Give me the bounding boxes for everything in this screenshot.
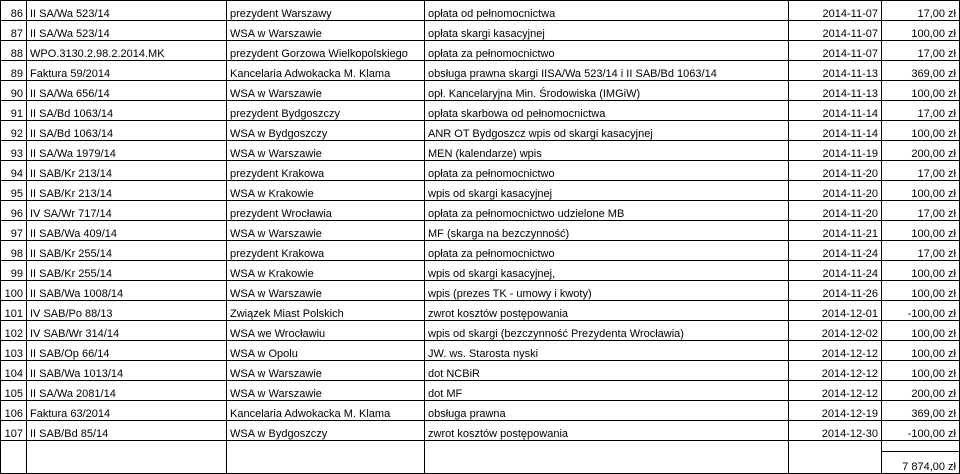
description-cell: dot NCBiR — [425, 361, 789, 381]
description-cell: JW. ws. Starosta nyski — [425, 341, 789, 361]
case-signature-cell: IV SAB/Wr 314/14 — [27, 321, 227, 341]
party-cell: Kancelaria Adwokacka M. Klama — [227, 61, 425, 81]
row-number-cell: 99 — [1, 261, 27, 281]
party-cell: prezydent Gorzowa Wielkopolskiego — [227, 41, 425, 61]
description-cell: zwrot kosztów postępowania — [425, 301, 789, 321]
description-cell: zwrot kosztów postępowania — [425, 421, 789, 441]
date-cell: 2014-12-12 — [789, 341, 882, 361]
total-amount: 7 874,00 zł — [882, 452, 960, 474]
party-cell: WSA w Warszawie — [227, 381, 425, 401]
amount-cell: 100,00 zł — [882, 341, 960, 361]
total-row — [1, 452, 960, 474]
description-cell: obsługa prawna — [425, 401, 789, 421]
case-signature-cell: II SA/Wa 2081/14 — [27, 381, 227, 401]
row-number-cell: 89 — [1, 61, 27, 81]
description-cell: opłata za pełnomocnictwo — [425, 161, 789, 181]
row-number-cell: 96 — [1, 201, 27, 221]
row-number-cell: 102 — [1, 321, 27, 341]
amount-cell: 100,00 zł — [882, 181, 960, 201]
table-row — [1, 381, 960, 401]
description-cell: opłata skarbowa od pełnomocnictwa — [425, 101, 789, 121]
date-cell: 2014-11-20 — [789, 161, 882, 181]
empty-cell — [227, 452, 425, 474]
row-number-cell: 103 — [1, 341, 27, 361]
table-row — [1, 361, 960, 381]
amount-cell: 17,00 zł — [882, 101, 960, 121]
table-row — [1, 261, 960, 281]
empty-cell — [789, 452, 882, 474]
row-number-cell: 90 — [1, 81, 27, 101]
description-cell: wpis od skargi kasacyjnej, — [425, 261, 789, 281]
table-row — [1, 141, 960, 161]
party-cell: WSA w Warszawie — [227, 21, 425, 41]
case-signature-cell: II SAB/Op 66/14 — [27, 341, 227, 361]
table-row — [1, 181, 960, 201]
description-cell: opłata od pełnomocnictwa — [425, 1, 789, 21]
amount-cell: 17,00 zł — [882, 41, 960, 61]
empty-cell — [27, 452, 227, 474]
spacer-cell — [882, 441, 960, 452]
case-signature-cell: II SA/Bd 1063/14 — [27, 101, 227, 121]
date-cell: 2014-11-21 — [789, 221, 882, 241]
party-cell: WSA w Bydgoszczy — [227, 121, 425, 141]
party-cell: WSA w Opolu — [227, 341, 425, 361]
case-signature-cell: II SA/Wa 523/14 — [27, 21, 227, 41]
party-cell: Kancelaria Adwokacka M. Klama — [227, 401, 425, 421]
party-cell: WSA w Warszawie — [227, 221, 425, 241]
row-number-cell: 107 — [1, 421, 27, 441]
row-number-cell: 101 — [1, 301, 27, 321]
date-cell: 2014-12-19 — [789, 401, 882, 421]
case-signature-cell: II SAB/Wa 1008/14 — [27, 281, 227, 301]
date-cell: 2014-12-12 — [789, 381, 882, 401]
date-cell: 2014-11-07 — [789, 21, 882, 41]
amount-cell: 100,00 zł — [882, 21, 960, 41]
case-signature-cell: II SAB/Kr 213/14 — [27, 161, 227, 181]
case-signature-cell: II SAB/Wa 409/14 — [27, 221, 227, 241]
table-row — [1, 301, 960, 321]
date-cell: 2014-11-07 — [789, 1, 882, 21]
party-cell: WSA we Wrocławiu — [227, 321, 425, 341]
row-number-cell: 100 — [1, 281, 27, 301]
case-signature-cell: II SAB/Kr 255/14 — [27, 261, 227, 281]
table-row — [1, 41, 960, 61]
row-number-cell: 94 — [1, 161, 27, 181]
table-row — [1, 61, 960, 81]
party-cell: WSA w Warszawie — [227, 81, 425, 101]
description-cell: opłata za pełnomocnictwo — [425, 241, 789, 261]
row-number-cell: 93 — [1, 141, 27, 161]
spacer-row — [1, 441, 960, 452]
amount-cell: -100,00 zł — [882, 421, 960, 441]
row-number-cell: 87 — [1, 21, 27, 41]
table-row — [1, 281, 960, 301]
description-cell: wpis od skargi (bezczynność Prezydenta Wrocławia) — [425, 321, 789, 341]
table-row — [1, 241, 960, 261]
date-cell: 2014-11-13 — [789, 81, 882, 101]
party-cell: Związek Miast Polskich — [227, 301, 425, 321]
amount-cell: 17,00 zł — [882, 241, 960, 261]
spacer-cell — [27, 441, 227, 452]
description-cell: MEN (kalendarze) wpis — [425, 141, 789, 161]
party-cell: prezydent Krakowa — [227, 241, 425, 261]
spacer-cell — [227, 441, 425, 452]
party-cell: WSA w Warszawie — [227, 361, 425, 381]
description-cell: wpis od skargi kasacyjnej — [425, 181, 789, 201]
amount-cell: 100,00 zł — [882, 121, 960, 141]
table-row — [1, 401, 960, 421]
party-cell: prezydent Warszawy — [227, 1, 425, 21]
table-row — [1, 81, 960, 101]
description-cell: opłata za pełnomocnictwo — [425, 41, 789, 61]
description-cell: opłata skargi kasacyjnej — [425, 21, 789, 41]
party-cell: prezydent Wrocławia — [227, 201, 425, 221]
row-number-cell: 92 — [1, 121, 27, 141]
row-number-cell: 104 — [1, 361, 27, 381]
amount-cell: 17,00 zł — [882, 1, 960, 21]
table-row — [1, 161, 960, 181]
case-signature-cell: II SAB/Bd 85/14 — [27, 421, 227, 441]
row-number-cell: 95 — [1, 181, 27, 201]
table-row — [1, 101, 960, 121]
date-cell: 2014-12-01 — [789, 301, 882, 321]
party-cell: WSA w Bydgoszczy — [227, 421, 425, 441]
table-row — [1, 341, 960, 361]
amount-cell: 369,00 zł — [882, 61, 960, 81]
amount-cell: 100,00 zł — [882, 221, 960, 241]
case-signature-cell: II SA/Wa 1979/14 — [27, 141, 227, 161]
description-cell: wpis (prezes TK - umowy i kwoty) — [425, 281, 789, 301]
case-signature-cell: II SAB/Kr 255/14 — [27, 241, 227, 261]
description-cell: opł. Kancelaryjna Min. Środowiska (IMGiW) — [425, 81, 789, 101]
date-cell: 2014-11-26 — [789, 281, 882, 301]
row-number-cell: 91 — [1, 101, 27, 121]
case-signature-cell: IV SAB/Po 88/13 — [27, 301, 227, 321]
date-cell: 2014-11-20 — [789, 201, 882, 221]
case-signature-cell: Faktura 59/2014 — [27, 61, 227, 81]
table-row — [1, 221, 960, 241]
party-cell: prezydent Bydgoszczy — [227, 101, 425, 121]
row-number-cell: 106 — [1, 401, 27, 421]
party-cell: WSA w Krakowie — [227, 181, 425, 201]
date-cell: 2014-11-19 — [789, 141, 882, 161]
table-row — [1, 121, 960, 141]
date-cell: 2014-12-12 — [789, 361, 882, 381]
table-row — [1, 21, 960, 41]
case-signature-cell: Faktura 63/2014 — [27, 401, 227, 421]
row-number-cell: 88 — [1, 41, 27, 61]
spacer-cell — [1, 441, 27, 452]
case-signature-cell: II SA/Bd 1063/14 — [27, 121, 227, 141]
empty-cell — [1, 452, 27, 474]
amount-cell: 100,00 zł — [882, 81, 960, 101]
spacer-cell — [789, 441, 882, 452]
table-row — [1, 1, 960, 21]
amount-cell: 200,00 zł — [882, 141, 960, 161]
party-cell: WSA w Krakowie — [227, 261, 425, 281]
empty-cell — [425, 452, 789, 474]
description-cell: MF (skarga na bezczynność) — [425, 221, 789, 241]
date-cell: 2014-12-30 — [789, 421, 882, 441]
spacer-cell — [425, 441, 789, 452]
table-row — [1, 201, 960, 221]
party-cell: WSA w Warszawie — [227, 281, 425, 301]
payments-table-body — [1, 1, 960, 441]
description-cell: ANR OT Bydgoszcz wpis od skargi kasacyjnej — [425, 121, 789, 141]
description-cell: opłata za pełnomocnictwo udzielone MB — [425, 201, 789, 221]
amount-cell: 17,00 zł — [882, 161, 960, 181]
date-cell: 2014-11-13 — [789, 61, 882, 81]
table-row — [1, 421, 960, 441]
amount-cell: 200,00 zł — [882, 381, 960, 401]
row-number-cell: 105 — [1, 381, 27, 401]
party-cell: WSA w Warszawie — [227, 141, 425, 161]
amount-cell: 369,00 zł — [882, 401, 960, 421]
date-cell: 2014-11-20 — [789, 181, 882, 201]
date-cell: 2014-11-24 — [789, 261, 882, 281]
case-signature-cell: II SA/Wa 523/14 — [27, 1, 227, 21]
row-number-cell: 86 — [1, 1, 27, 21]
case-signature-cell: IV SA/Wr 717/14 — [27, 201, 227, 221]
case-signature-cell: II SAB/Kr 213/14 — [27, 181, 227, 201]
party-cell: prezydent Krakowa — [227, 161, 425, 181]
table-row — [1, 321, 960, 341]
row-number-cell: 97 — [1, 221, 27, 241]
date-cell: 2014-11-24 — [789, 241, 882, 261]
case-signature-cell: WPO.3130.2.98.2.2014.MK — [27, 41, 227, 61]
description-cell: obsługa prawna skargi IISA/Wa 523/14 i II SAB/Bd 1063/14 — [425, 61, 789, 81]
date-cell: 2014-11-07 — [789, 41, 882, 61]
amount-cell: 100,00 zł — [882, 261, 960, 281]
date-cell: 2014-11-14 — [789, 101, 882, 121]
payments-table-footer — [1, 441, 960, 474]
description-cell: dot MF — [425, 381, 789, 401]
case-signature-cell: II SA/Wa 656/14 — [27, 81, 227, 101]
case-signature-cell: II SAB/Wa 1013/14 — [27, 361, 227, 381]
amount-cell: 100,00 zł — [882, 321, 960, 341]
amount-cell: 100,00 zł — [882, 361, 960, 381]
amount-cell: 17,00 zł — [882, 201, 960, 221]
amount-cell: 100,00 zł — [882, 281, 960, 301]
amount-cell: -100,00 zł — [882, 301, 960, 321]
date-cell: 2014-12-02 — [789, 321, 882, 341]
row-number-cell: 98 — [1, 241, 27, 261]
date-cell: 2014-11-14 — [789, 121, 882, 141]
